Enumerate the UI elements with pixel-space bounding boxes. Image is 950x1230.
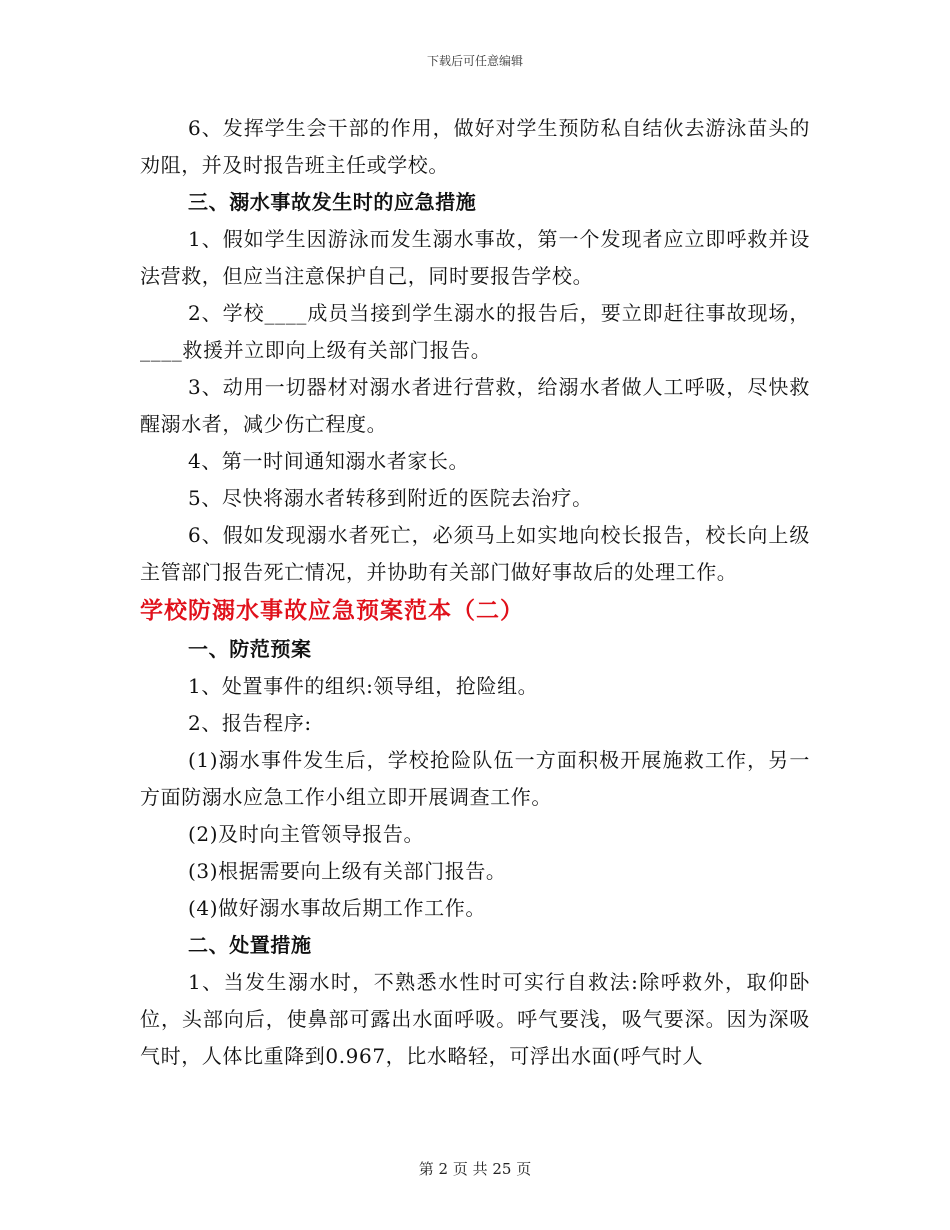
page-header: 下载后可任意编辑 <box>426 54 523 68</box>
document-title-part-two: 学校防溺水事故应急预案范本（二） <box>140 597 524 624</box>
paragraph-measure-3: 3、动用一切器材对溺水者进行营救，给溺水者做人工呼吸，尽快救醒溺水者，减少伤亡程度。 <box>140 375 810 436</box>
paragraph-measure-2: 2、学校____成员当接到学生溺水的报告后，要立即赶往事故现场，____救援并立即向上级有关部门报告。 <box>140 301 810 362</box>
paragraph-procedure-2: (2)及时向主管领导报告。 <box>188 822 425 846</box>
paragraph-procedure-4: (4)做好溺水事故后期工作工作。 <box>188 896 486 920</box>
paragraph-measure-5: 5、尽快将溺水者转移到附近的医院去治疗。 <box>188 486 593 510</box>
paragraph-measure-6: 6、假如发现溺水者死亡，必须马上如实地向校长报告，校长向上级主管部门报告死亡情况，并协助有关部门做好事故后的处理工作。 <box>140 523 810 584</box>
paragraph-item-6-persuasion: 6、发挥学生会干部的作用，做好对学生预防私自结伙去游泳苗头的劝阻，并及时报告班主任或学校。 <box>140 116 810 177</box>
section-heading-handling-measures: 二、处置措施 <box>188 933 312 957</box>
paragraph-self-rescue: 1、当发生溺水时，不熟悉水性时可实行自救法:除呼救外，取仰卧位，头部向后，使鼻部可露出水面呼吸。呼气要浅，吸气要深。因为深吸气时，人体比重降到0.967，比水略轻，可浮出水面(呼气时人 <box>140 970 810 1068</box>
paragraph-measure-1: 1、假如学生因游泳而发生溺水事故，第一个发现者应立即呼救并设法营救，但应当注意保护自己，同时要报告学校。 <box>140 227 810 288</box>
paragraph-procedure-1: (1)溺水事件发生后，学校抢险队伍一方面积极开展施救工作，另一方面防溺水应急工作小组立即开展调查工作。 <box>140 748 810 809</box>
paragraph-measure-4: 4、第一时间通知溺水者家长。 <box>188 449 470 473</box>
section-heading-emergency-measures: 三、溺水事故发生时的应急措施 <box>188 190 477 214</box>
section-heading-prevention-plan: 一、防范预案 <box>188 637 312 661</box>
paragraph-organization: 1、处置事件的组织:领导组，抢险组。 <box>188 674 539 698</box>
page-number-footer: 第 2 页 共 25 页 <box>418 1160 532 1178</box>
paragraph-procedure-3: (3)根据需要向上级有关部门报告。 <box>188 859 507 883</box>
paragraph-report-procedure: 2、报告程序: <box>188 711 312 735</box>
document-body <box>140 110 810 1075</box>
